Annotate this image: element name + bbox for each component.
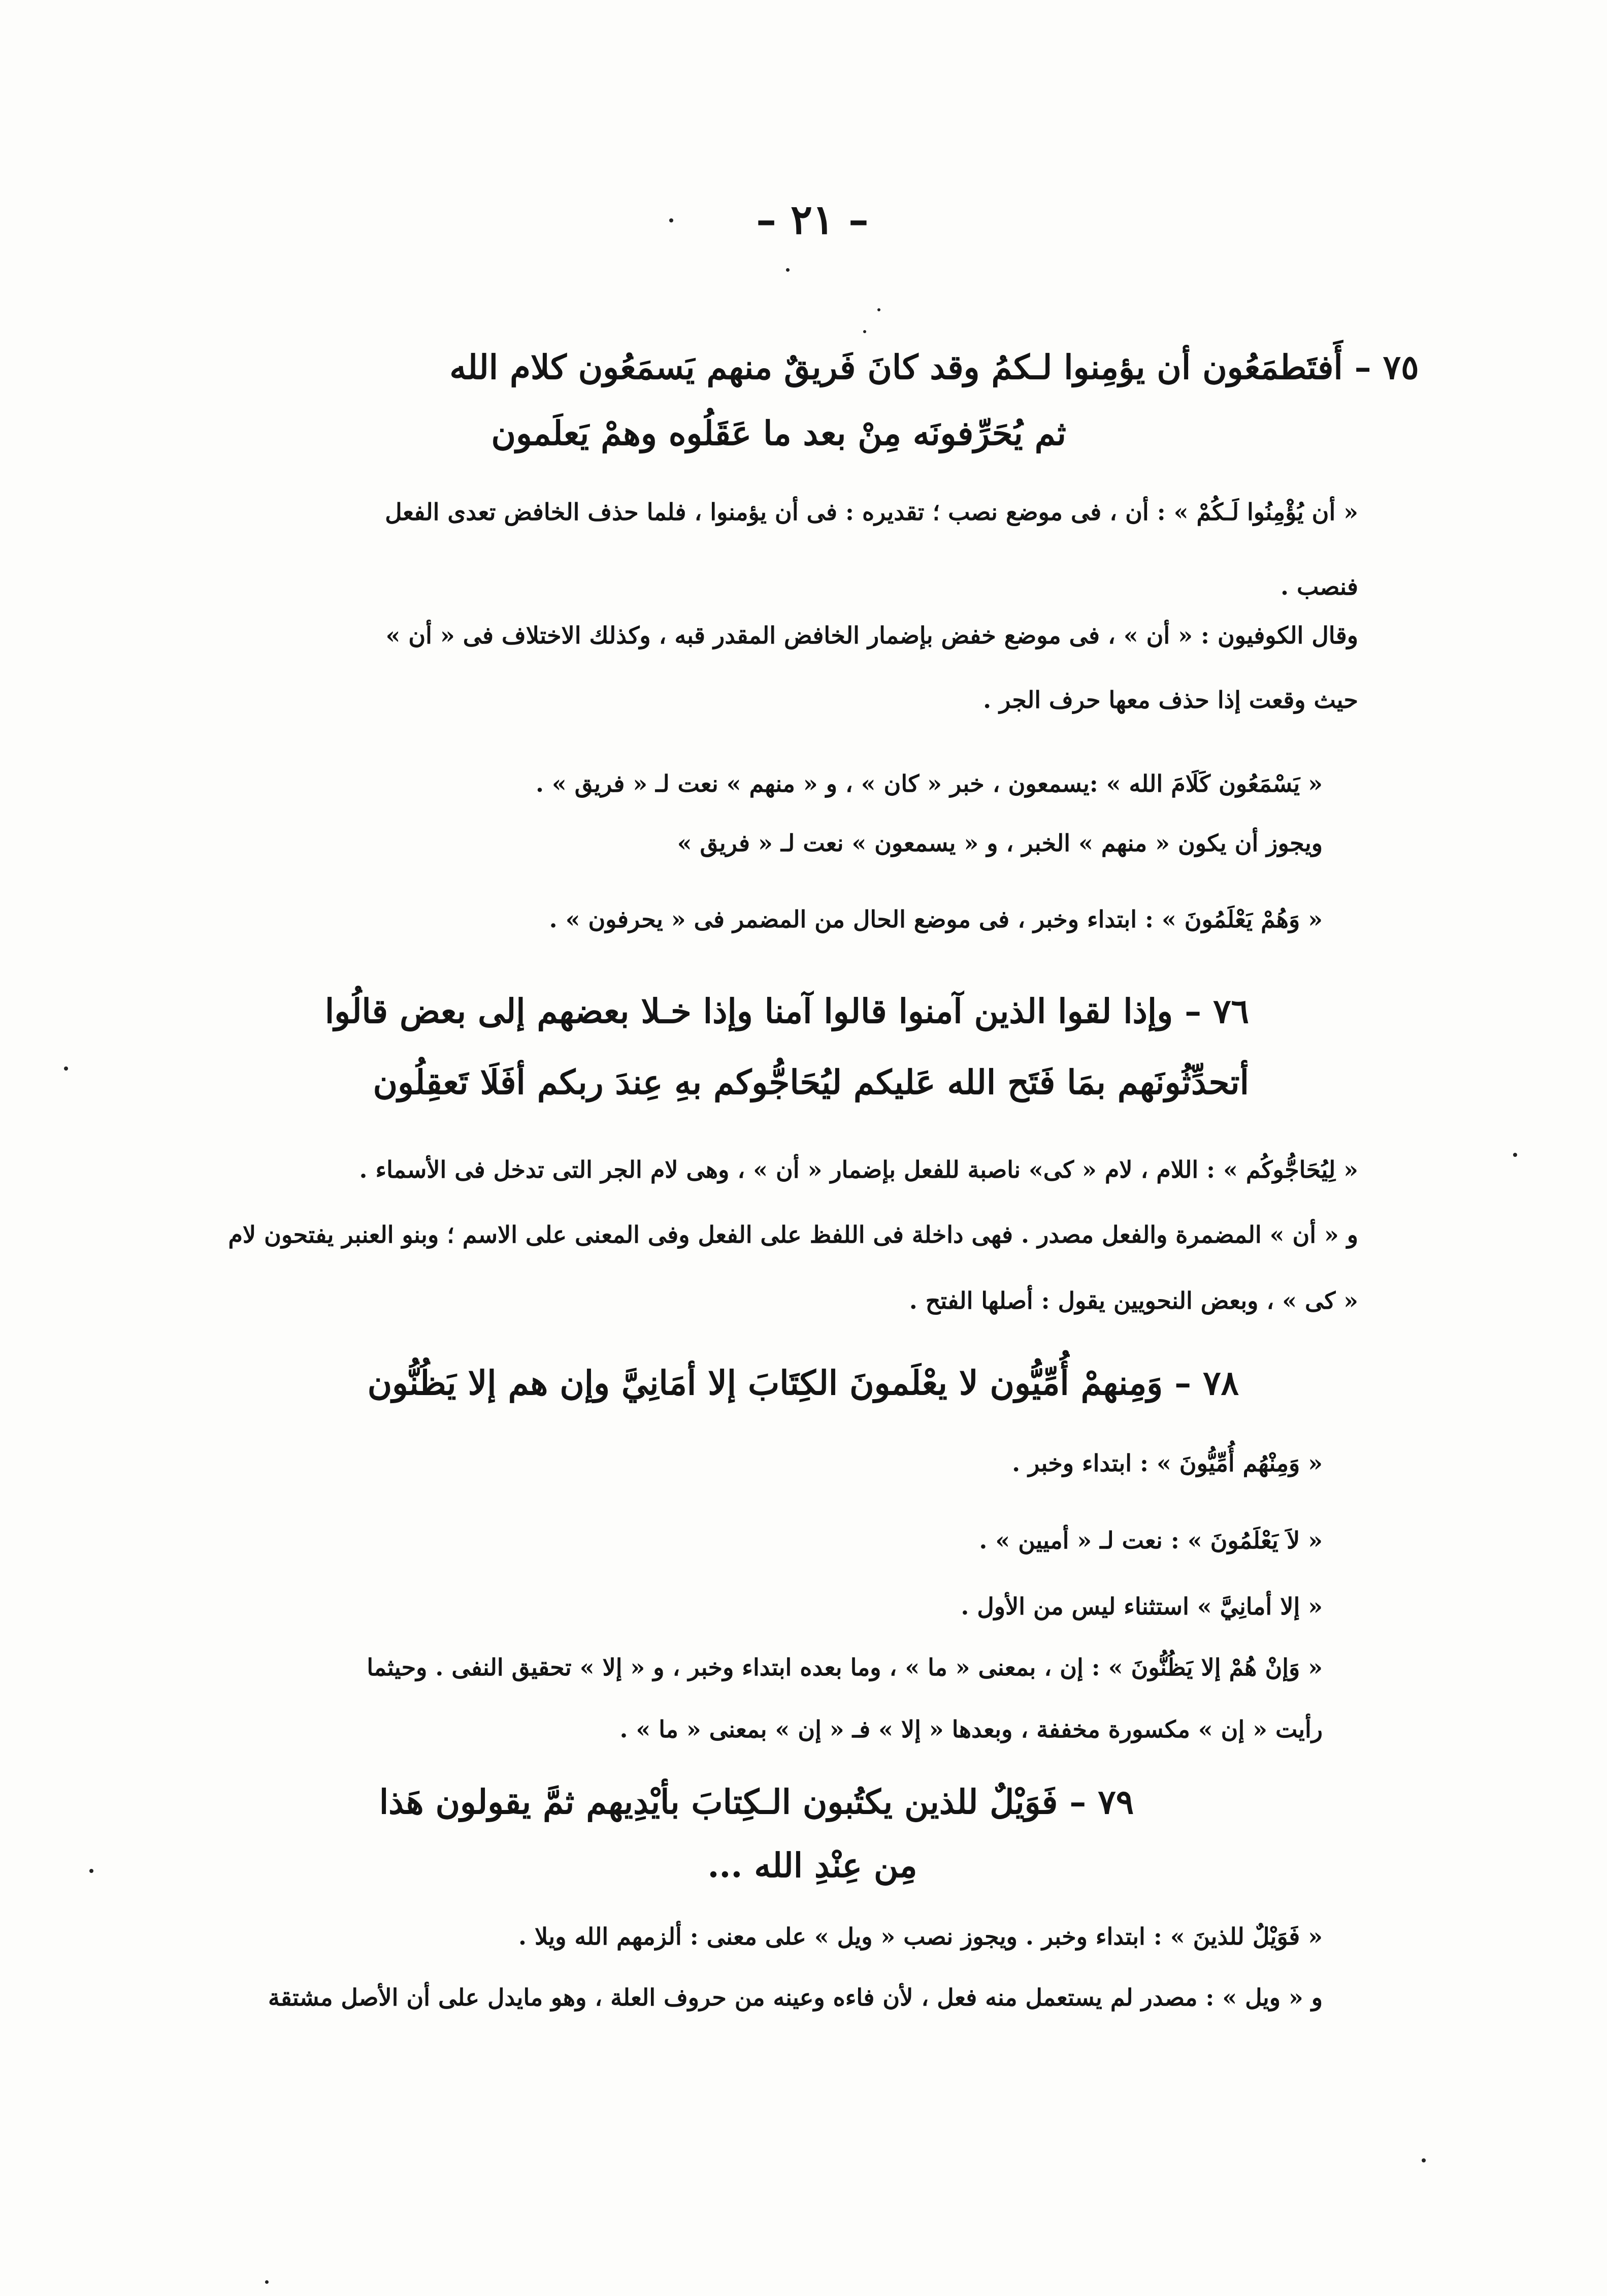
commentary-line: « فَوَيْلٌ للذينَ » : ابتداء وخبر . ويجوز نصب « ويل » على معنى : ألزمهم الله ويلا . [518,1923,1323,1950]
commentary-line: « وَهُمْ يَعْلَمُونَ » : ابتداء وخبر ، فى موضع الحال من المضمر فى « يحرفون » . [549,906,1323,933]
scan-speck [1422,2158,1426,2162]
scan-speck [786,268,790,272]
verse-79-line-2: مِن عِنْدِ الله ... [707,1846,917,1885]
commentary-line: ويجوز أن يكون « منهم » الخبر ، و « يسمعون » نعت لـ « فريق » [677,829,1323,857]
commentary-line: رأيت « إن » مكسورة مخففة ، وبعدها « إلا » فـ « إن » بمعنى « ما » . [619,1716,1323,1743]
commentary-line: « لِيُحَاجُّوكُم » : اللام ، لام « كى» ناصبة للفعل بإضمار « أن » ، وهى لام الجر التى تدخل فى الأسماء . [359,1156,1358,1183]
commentary-line: و « أن » المضمرة والفعل مصدر . فهى داخلة فى اللفظ على الفعل وفى المعنى على الاسم ؛ وبنو العنبر يفتحون لام [228,1221,1358,1248]
scan-speck [265,2280,269,2284]
scan-speck [89,1869,93,1873]
commentary-line: « يَسْمَعُون كَلَامَ الله » :يسمعون ، خبر « كان » ، و « منهم » نعت لـ « فريق » . [536,770,1323,797]
commentary-line: و « ويل » : مصدر لم يستعمل منه فعل ، لأن فاءه وعينه من حروف العلة ، وهو مايدل على أن الأصل مشتقة [268,1984,1323,2011]
verse-75-line-2: ثم يُحَرِّفونَه مِنْ بعد ما عَقَلُوه وهمْ يَعلَمون [491,413,1066,453]
commentary-line: « إلا أمانِيَّ » استثناء ليس من الأول . [961,1593,1323,1620]
verse-78: ٧٨ – وَمِنهمْ أُمِّيُّون لا يعْلَمونَ الكِتَابَ إلا أمَانِيَّ وإن هم إلا يَظُنُّون [367,1363,1239,1403]
scan-speck [669,218,673,222]
scan-speck [1513,1153,1517,1157]
scan-speck [64,1066,68,1071]
scan-speck [877,308,880,311]
commentary-line: « وَإنْ هُمْ إلا يَظُنُّونَ » : إن ، بمعنى « ما » ، وما بعده ابتداء وخبر ، و « إلا » تحقيق النفى . وحيثما [367,1654,1323,1681]
verse-76-line-1: ٧٦ – وإذا لقوا الذين آمنوا قالوا آمنا وإذا خـلا بعضهم إلى بعض قالُوا [324,991,1249,1031]
page-number: – ٢١ – [756,196,869,243]
commentary-line: « أن يُؤْمِنُوا لَـكُمْ » : أن ، فى موضع نصب ؛ تقديره : فى أن يؤمنوا ، فلما حذف الخافض تعدى الفعل [385,498,1358,526]
verse-79-line-1: ٧٩ – فَوَيْلٌ للذين يكتُبون الـكِتابَ بأيْدِيهم ثمَّ يقولون هَذا [379,1782,1134,1822]
verse-75-line-1: ٧٥ – أَفتَطمَعُون أن يؤمِنوا لـكمُ وقد كانَ فَريقٌ منهم يَسمَعُون كلام الله [449,347,1419,387]
commentary-line: حيث وقعت إذا حذف معها حرف الجر . [983,686,1358,714]
verse-76-line-2: أتحدِّثُونَهم بمَا فَتَح الله عَليكم ليُحَاجُّوكم بهِ عِندَ ربكم أفَلَا تَعقِلُون [373,1062,1249,1102]
commentary-line: « كى » ، وبعض النحويين يقول : أصلها الفتح . [909,1287,1358,1314]
commentary-line: « لاَ يَعْلَمُونَ » : نعت لـ « أميين » . [979,1527,1323,1554]
commentary-line: « وَمِنْهُم أُمِّيُّونَ » : ابتداء وخبر . [1012,1449,1323,1477]
commentary-line: وقال الكوفيون : « أن » ، فى موضع خفض بإضمار الخافض المقدر قبه ، وكذلك الاختلاف فى « أن » [385,622,1358,649]
commentary-line: فنصب . [1281,573,1358,600]
scan-speck [863,330,866,333]
